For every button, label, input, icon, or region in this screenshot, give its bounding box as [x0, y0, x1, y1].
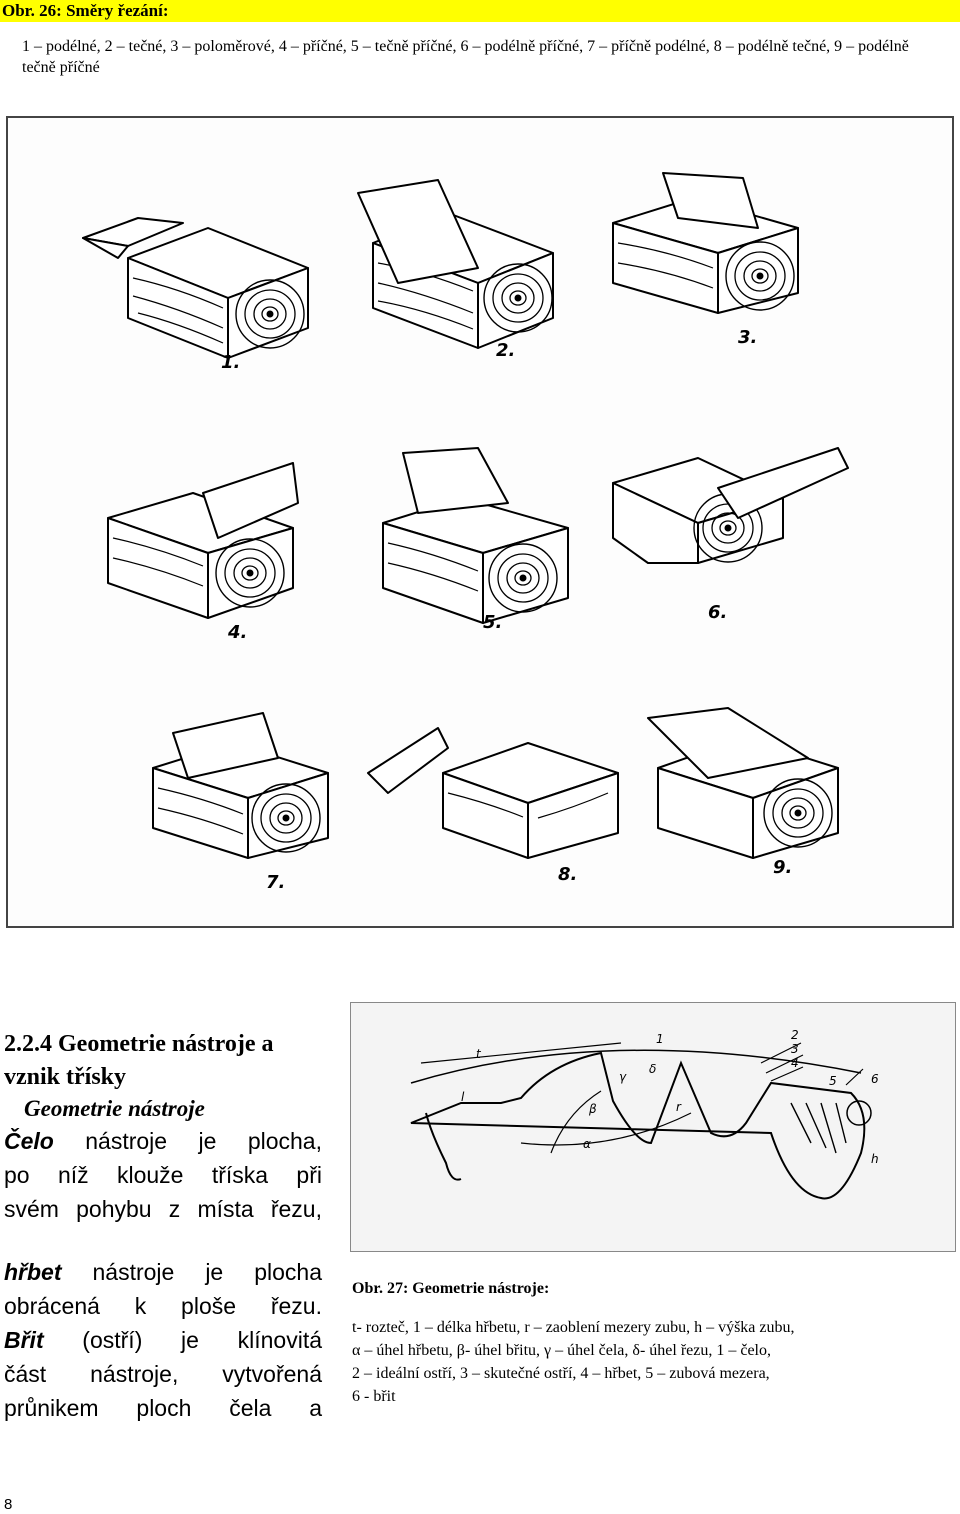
panel-8-block	[368, 728, 618, 858]
paragraph-hrbet	[4, 1255, 322, 1425]
legend-line-4: 6 - břit	[352, 1388, 396, 1405]
para2-line1: hřbet nástroje je plocha	[4, 1259, 322, 1285]
paragraph-celo	[4, 1124, 322, 1226]
panel-5-block	[383, 448, 568, 623]
label-2: 2	[791, 1028, 799, 1042]
legend-line-3: 2 – ideální ostří, 3 – skutečné ostří, 4 – hřbet, 5 – zubová mezera,	[352, 1365, 770, 1382]
para2-line4: část nástroje, vytvořená	[4, 1361, 322, 1387]
label-5: 5	[829, 1074, 837, 1088]
legend-line-2: α – úhel hřbetu, β- úhel břitu, γ – úhel čela, δ- úhel řezu, 1 – čelo,	[352, 1342, 771, 1359]
panel-2-number: 2.	[496, 340, 516, 361]
para1-line2: po níž klouže tříska při	[4, 1162, 322, 1188]
cutting-directions-drawing	[8, 118, 956, 930]
panel-3-number: 3.	[738, 327, 758, 348]
panel-2-block	[358, 180, 553, 348]
para2-line3: Břit (ostří) je klínovitá	[4, 1327, 322, 1353]
figure-27-legend	[352, 1316, 952, 1408]
para1-line1: Čelo nástroje je plocha,	[4, 1128, 322, 1154]
panel-4-block	[108, 463, 298, 618]
label-1: 1	[656, 1032, 664, 1046]
page-number: 8	[4, 1496, 13, 1513]
label-r: r	[676, 1100, 681, 1114]
label-t: t	[476, 1047, 481, 1061]
term-brit: Břit	[4, 1327, 44, 1353]
figure-26-label: Obr. 26: Směry řezání:	[2, 1, 169, 20]
para2-line5: průnikem ploch čela a	[4, 1395, 322, 1421]
panel-6-block	[613, 448, 848, 563]
label-alpha: α	[583, 1137, 591, 1151]
cutting-directions-figure	[6, 116, 954, 928]
term-celo: Čelo	[4, 1128, 54, 1154]
term-hrbet: hřbet	[4, 1259, 62, 1285]
tool-geometry-drawing	[351, 1003, 955, 1251]
para2-line2: obrácená k ploše řezu.	[4, 1293, 322, 1319]
panel-5-number: 5.	[483, 612, 503, 633]
label-gamma: γ	[619, 1070, 627, 1084]
panel-1-block	[83, 218, 308, 358]
section-subheading: Geometrie nástroje	[24, 1096, 205, 1121]
panel-7-number: 7.	[266, 872, 286, 893]
panel-1-number: 1.	[221, 352, 241, 373]
panel-7-block	[153, 713, 328, 858]
label-h: h	[871, 1152, 879, 1166]
label-6: 6	[871, 1072, 879, 1086]
para1-line3: svém pohybu z místa řezu,	[4, 1196, 322, 1222]
figure-27-label: Obr. 27: Geometrie nástroje:	[352, 1280, 550, 1297]
panel-9-block	[648, 708, 838, 858]
tool-geometry-figure	[350, 1002, 956, 1252]
legend-line-1: t- rozteč, 1 – délka hřbetu, r – zaoblení mezery zubu, h – výška zubu,	[352, 1319, 795, 1336]
label-delta: δ	[649, 1062, 657, 1076]
panel-6-number: 6.	[708, 602, 728, 623]
label-4: 4	[791, 1056, 799, 1070]
panel-9-number: 9.	[773, 857, 793, 878]
panel-8-number: 8.	[558, 864, 578, 885]
label-beta: β	[589, 1102, 597, 1116]
panel-4-number: 4.	[228, 622, 248, 643]
label-3: 3	[791, 1042, 799, 1056]
panel-3-block	[613, 173, 798, 313]
label-l: l	[461, 1090, 465, 1104]
figure-26-description: 1 – podélné, 2 – tečné, 3 – poloměrové, 4 – příčné, 5 – tečně příčné, 6 – podélně příčné, 7 – příčně podélné, 8 – podélně tečné, 9 – podélně tečně příčné	[22, 38, 909, 76]
section-heading: 2.2.4 Geometrie nástroje a vznik třísky	[4, 1031, 274, 1090]
